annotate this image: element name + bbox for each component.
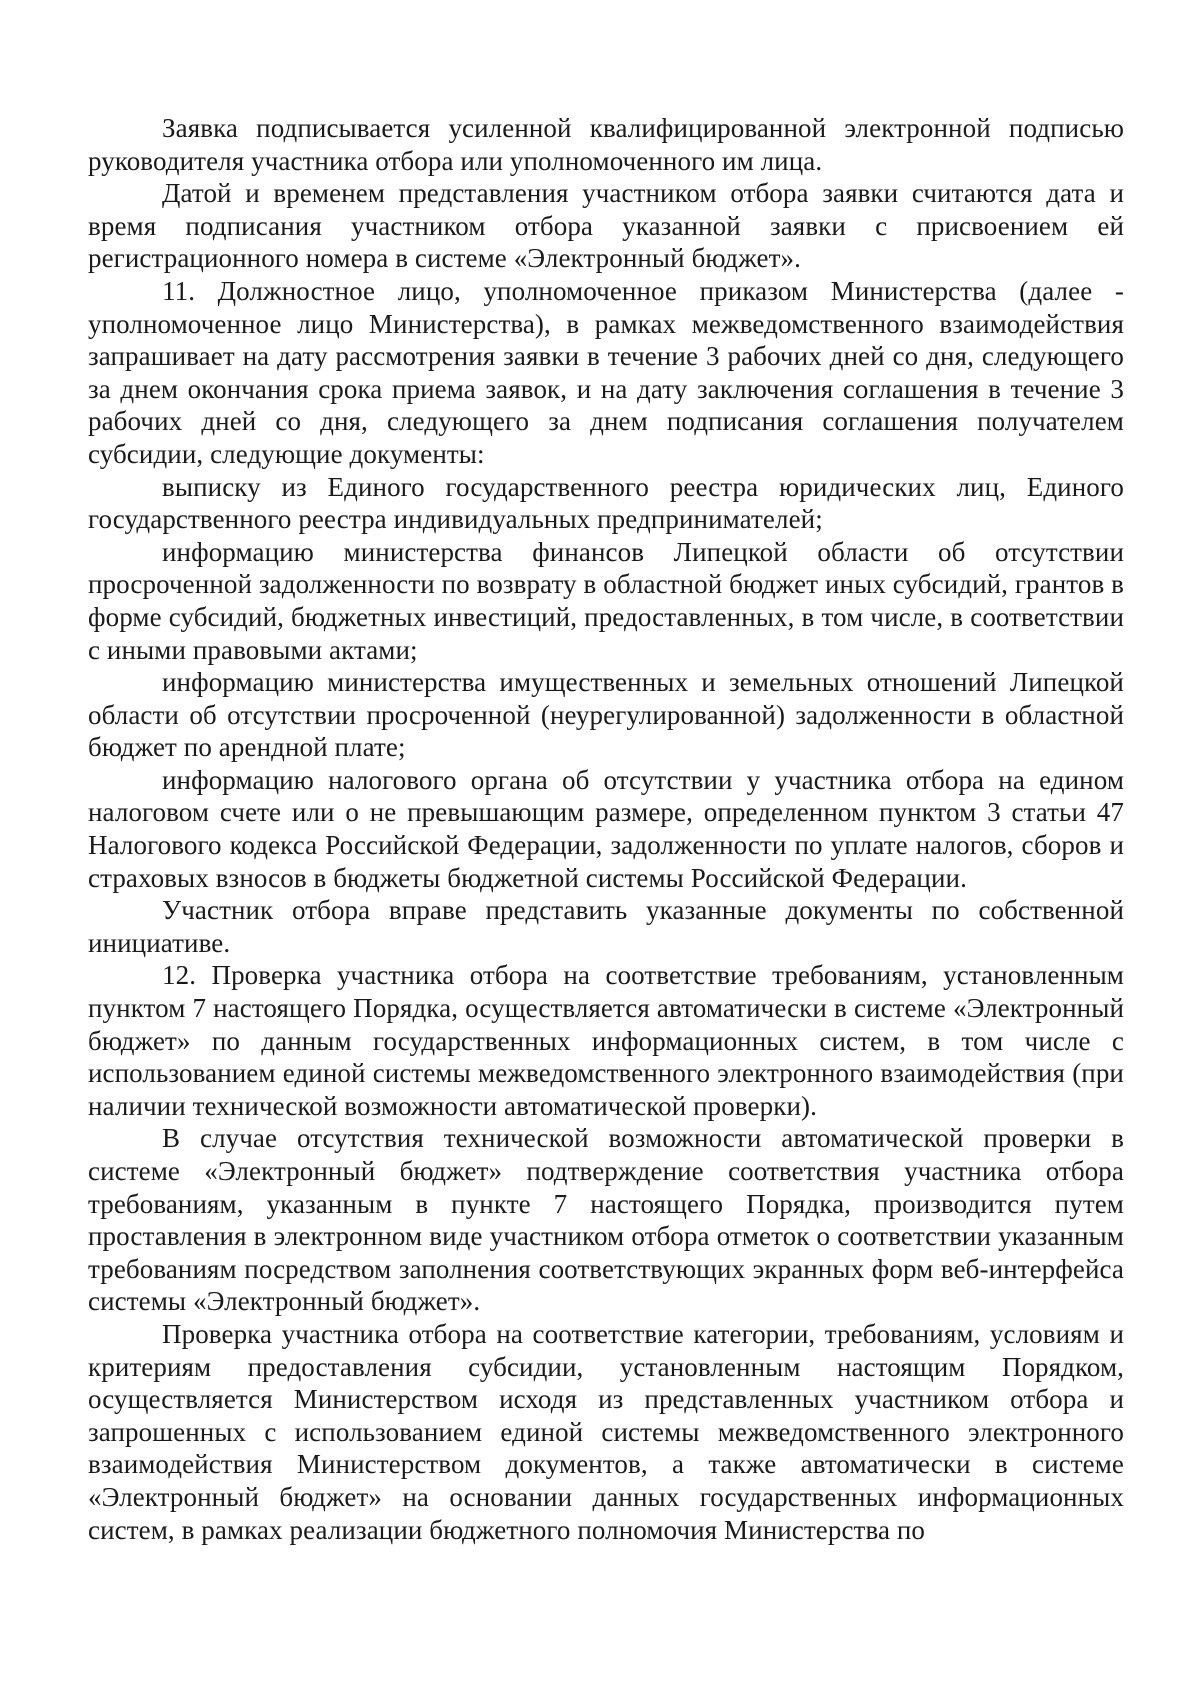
paragraph-property-info: информацию министерства имущественных и земельных отношений Липецкой области об отсутствии просроченной (неурегулированной) задолженности в областной бюджет по арендной плате;	[88, 667, 1124, 763]
paragraph-manual-check: В случае отсутствия технической возможности автоматической проверки в системе «Электронный бюджет» подтверждение соответствия участника отбора требованиям, указанным в пункте 7 настоящего Порядка, производится путем проставления в электронном виде участником отбора отметок о соответствии указанным требованиям посредством заполнения соответствующих экранных форм веб-интерфейса системы «Электронный бюджет».	[88, 1123, 1124, 1317]
paragraph-registry-extract: выписку из Единого государственного реестра юридических лиц, Единого государственного реестра индивидуальных предпринимателей;	[88, 471, 1124, 535]
paragraph-signature: Заявка подписывается усиленной квалифицированной электронной подписью руководителя участника отбора или уполномоченного им лица.	[88, 113, 1124, 176]
paragraph-ministry-check: Проверка участника отбора на соответствие категории, требованиям, условиям и критериям предоставления субсидии, установленным настоящим Порядком, осуществляется Министерством исходя из представленных участником отбора и запрошенных с использованием единой системы межведомственного электронного взаимодействия Министерством документов, а также автоматически в системе «Электронный бюджет» на основании данных государственных информационных систем, в рамках реализации бюджетного полномочия Министерства по	[88, 1318, 1124, 1545]
paragraph-submission-date: Датой и временем представления участником отбора заявки считаются дата и время подписания участником отбора указанной заявки с присвоением ей регистрационного номера в системе «Электронный бюджет».	[88, 178, 1124, 274]
paragraph-tax-info: информацию налогового органа об отсутствии у участника отбора на едином налоговом счете или о не превышающим размере, определенном пунктом 3 статьи 47 Налогового кодекса Российской Федерации, задолженности по уплате налогов, сборов и страховых взносов в бюджеты бюджетной системы Российской Федерации.	[88, 764, 1124, 893]
paragraph-own-initiative: Участник отбора вправе представить указанные документы по собственной инициативе.	[88, 895, 1124, 958]
paragraph-clause-12: 12. Проверка участника отбора на соответствие требованиям, установленным пунктом 7 настоящего Порядка, осуществляется автоматически в системе «Электронный бюджет» по данным государственных информационных систем, в том числе с использованием единой системы межведомственного электронного взаимодействия (при наличии технической возможности автоматической проверки).	[88, 960, 1124, 1121]
document-body	[88, 112, 1124, 1546]
paragraph-finance-info: информацию министерства финансов Липецкой области об отсутствии просроченной задолженности по возврату в областной бюджет иных субсидий, грантов в форме субсидий, бюджетных инвестиций, предоставленных, в том числе, в соответствии с иными правовыми актами;	[88, 536, 1124, 665]
paragraph-clause-11: 11. Должностное лицо, уполномоченное приказом Министерства (далее - уполномоченное лицо Министерства), в рамках межведомственного взаимодействия запрашивает на дату рассмотрения заявки в течение 3 рабочих дней со дня, следующего за днем окончания срока приема заявок, и на дату заключения соглашения в течение 3 рабочих дней со дня, следующего за днем подписания соглашения получателем субсидии, следующие документы:	[88, 275, 1124, 469]
